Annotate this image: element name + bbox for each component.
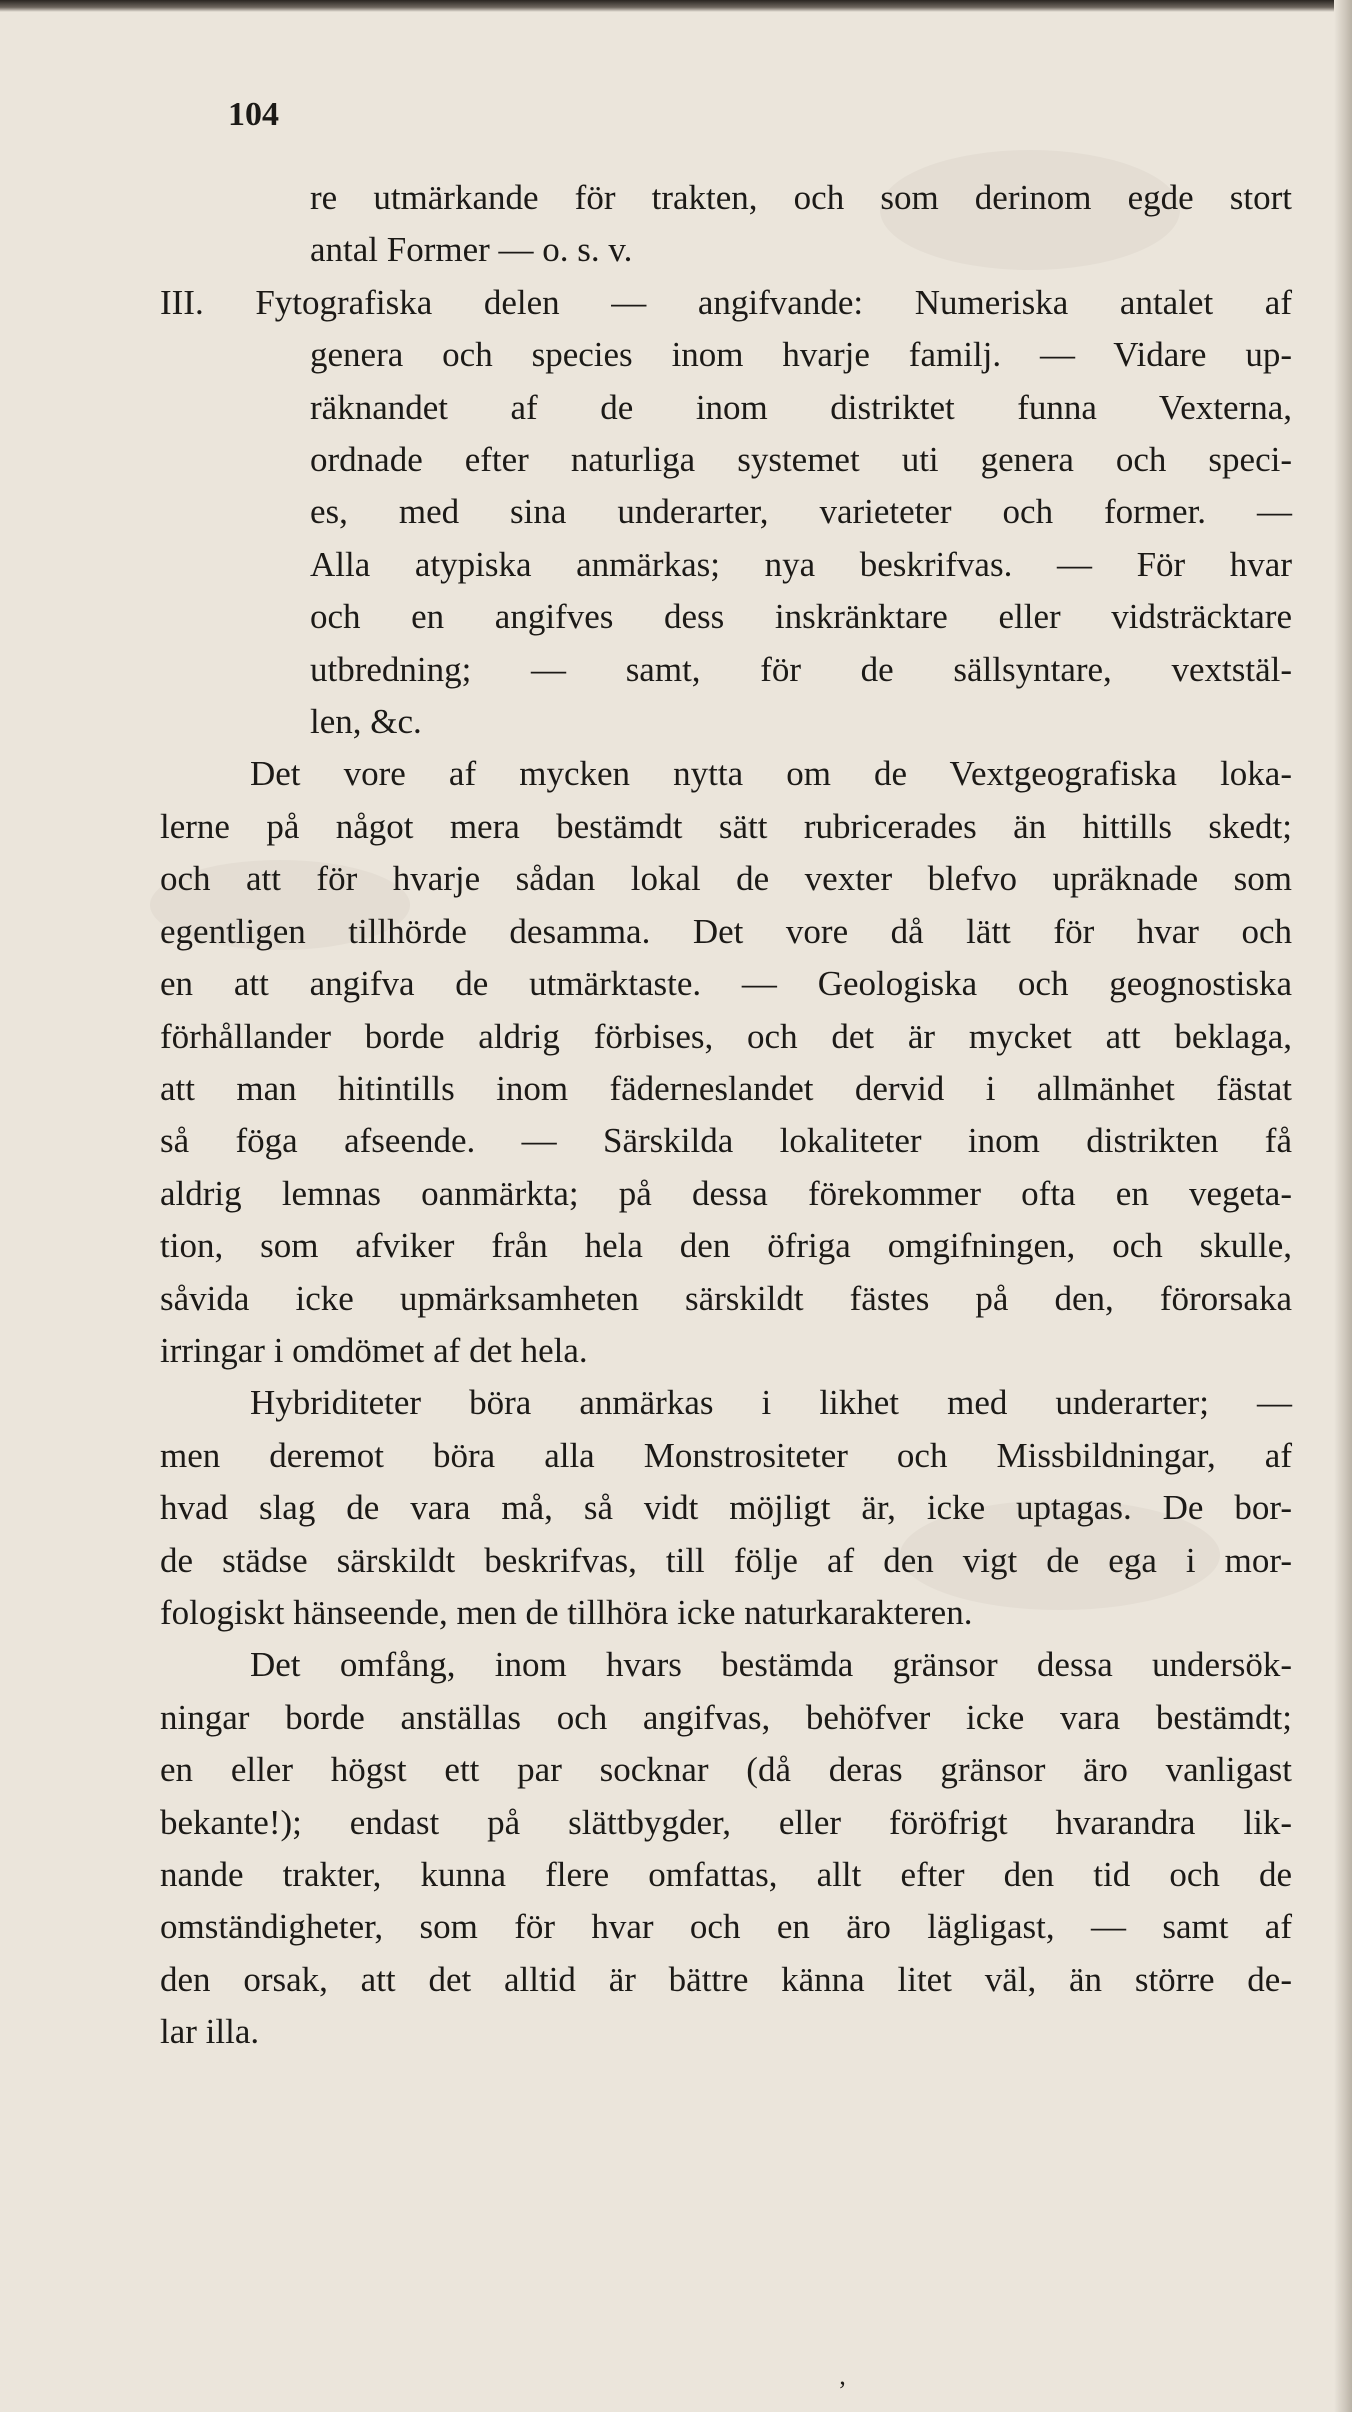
text-line: en eller högst ett par socknar (då deras gränsor äro vanligast xyxy=(160,1750,1292,1790)
text-line: re utmärkande för trakten, och som derinom egde stort xyxy=(310,178,1292,217)
text-line: så föga afseende. — Särskilda lokaliteter inom distrikten få xyxy=(160,1121,1292,1161)
text-line: omständigheter, som för hvar och en äro lägligast, — samt af xyxy=(160,1907,1292,1947)
text-line: III. Fytografiska delen — angifvande: Numeriska antalet af xyxy=(160,282,1292,322)
text-line: egentligen tillhörde desamma. Det vore då lätt för hvar och xyxy=(160,911,1292,951)
text-line: utbredning; — samt, för de sällsyntare, vextstäl- xyxy=(310,649,1292,689)
text-line: hvad slag de vara må, så vidt möjligt är, icke uptagas. De bor- xyxy=(160,1488,1292,1528)
text-line: aldrig lemnas oanmärkta; på dessa förekommer ofta en vegeta- xyxy=(160,1173,1292,1213)
footer-mark: ’ xyxy=(838,2376,847,2405)
text-line: tion, som afviker från hela den öfriga omgifningen, och skulle, xyxy=(160,1226,1292,1266)
text-line: genera och species inom hvarje familj. — Vidare up- xyxy=(310,335,1292,375)
text-line: en att angifva de utmärktaste. — Geologiska och geognostiska xyxy=(160,964,1292,1004)
text-line: nande trakter, kunna flere omfattas, allt efter den tid och de xyxy=(160,1855,1292,1894)
page-right-edge-shadow xyxy=(1334,0,1352,2412)
text-line: de städse särskildt beskrifvas, till följe af den vigt de ega i mor- xyxy=(160,1540,1292,1580)
text-line: bekante!); endast på slättbygder, eller föröfrigt hvarandra lik- xyxy=(160,1802,1292,1842)
text-line: och att för hvarje sådan lokal de vexter blefvo upräknade som xyxy=(160,859,1292,899)
text-line: es, med sina underarter, varieteter och former. — xyxy=(310,492,1292,532)
text-line: och en angifves dess inskränktare eller vidsträcktare xyxy=(310,597,1292,637)
paragraph-start-line: Hybriditeter böra anmärkas i likhet med underarter; — xyxy=(250,1383,1292,1423)
text-line: Alla atypiska anmärkas; nya beskrifvas. — För hvar xyxy=(310,544,1292,584)
text-line: irringar i omdömet af det hela. xyxy=(160,1330,588,1370)
text-line: den orsak, att det alltid är bättre känna litet väl, än större de- xyxy=(160,1959,1292,1999)
text-line: ordnade efter naturliga systemet uti genera och speci- xyxy=(310,440,1292,480)
text-line: förhållander borde aldrig förbises, och det är mycket att beklaga, xyxy=(160,1016,1292,1056)
text-line: men deremot böra alla Monstrositeter och Missbildningar, af xyxy=(160,1435,1292,1475)
page-top-edge-shadow xyxy=(0,0,1352,12)
page-number: 104 xyxy=(228,96,279,133)
text-line: såvida icke upmärksamheten särskildt fästes på den, förorsaka xyxy=(160,1278,1292,1318)
paragraph-start-line: Det vore af mycken nytta om de Vextgeografiska loka- xyxy=(250,754,1292,794)
text-line: antal Former — o. s. v. xyxy=(310,230,633,270)
text-line: fologiskt hänseende, men de tillhöra icke naturkarakteren. xyxy=(160,1592,973,1632)
text-line: lerne på något mera bestämdt sätt rubricerades än hittills skedt; xyxy=(160,806,1292,846)
text-line: att man hitintills inom fäderneslandet dervid i allmänhet fästat xyxy=(160,1068,1292,1108)
body-text xyxy=(160,172,1292,2059)
text-line: räknandet af de inom distriktet funna Vexterna, xyxy=(310,387,1292,427)
paragraph-start-line: Det omfång, inom hvars bestämda gränsor dessa undersök- xyxy=(250,1645,1292,1685)
text-line: ningar borde anställas och angifvas, behöfver icke vara bestämdt; xyxy=(160,1697,1292,1737)
text-line: lar illa. xyxy=(160,2012,260,2052)
text-line: len, &c. xyxy=(310,702,422,742)
